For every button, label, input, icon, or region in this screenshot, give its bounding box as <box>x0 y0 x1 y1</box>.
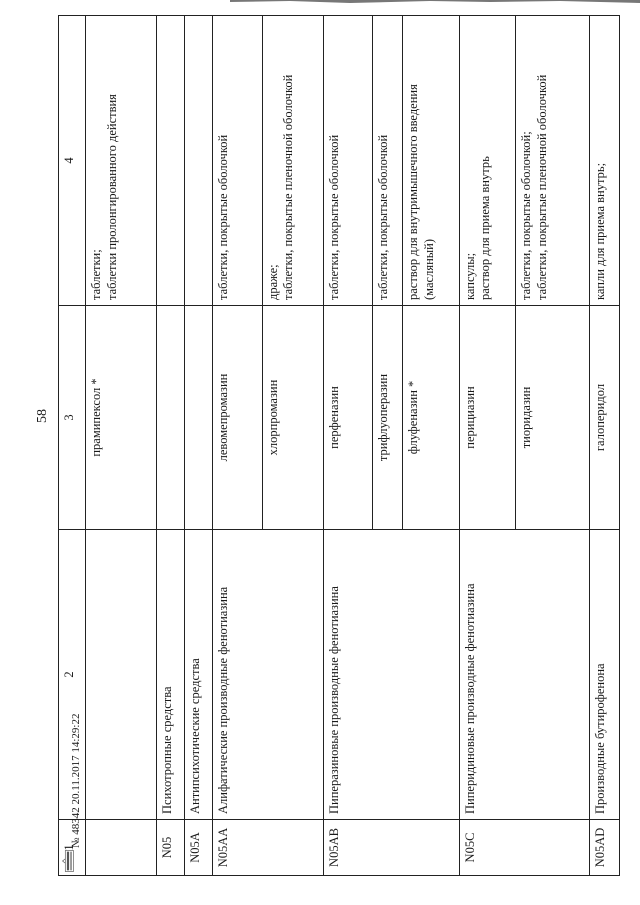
dosage-form-cell: таблетки, покрытые оболочкой <box>373 16 403 306</box>
group-cell: Производные бутирофенона <box>590 530 620 820</box>
dosage-form-cell: раствор для внутримышечного введения (масляный) <box>403 16 460 306</box>
page-number: 58 <box>35 409 50 423</box>
substance-cell: тиоридазин <box>516 306 590 530</box>
substance-cell: перфеназин <box>324 306 373 530</box>
group-cell: Антипсихотические средства <box>185 530 213 820</box>
scan-edge-artifact <box>230 0 640 8</box>
document-stamp-text: № 48342 20.11.2017 14:29:22 <box>70 713 82 848</box>
group-cell: Пиперидиновые производные фенотиазина <box>459 530 590 820</box>
rotated-table-container <box>58 16 620 876</box>
table-row <box>324 16 373 876</box>
group-cell: Алифатические производные фенотиазина <box>213 530 324 820</box>
dosage-form-cell: капсулы; раствор для приема внутрь <box>459 16 516 306</box>
dosage-form-cell: таблетки, покрытые оболочкой; таблетки, покрытые пленочной оболочкой <box>516 16 590 306</box>
substance-cell: флуфеназин * <box>403 306 460 530</box>
table-row <box>86 16 157 876</box>
substance-cell: трифлуоперазин <box>373 306 403 530</box>
group-cell: Пиперазиновые производные фенотиазина <box>324 530 460 820</box>
substance-cell: левомепромазин <box>213 306 262 530</box>
table-row <box>590 16 620 876</box>
dosage-form-cell: таблетки, покрытые оболочкой <box>324 16 373 306</box>
substance-cell: хлорпромазин <box>262 306 324 530</box>
atc-code-cell: N05A <box>185 820 213 876</box>
atc-code-cell: N05 <box>157 820 185 876</box>
dosage-form-cell <box>185 16 213 306</box>
atc-code-cell: N05C <box>459 820 590 876</box>
table-row <box>213 16 262 876</box>
table-row <box>185 16 213 876</box>
atc-code-cell <box>86 820 157 876</box>
atc-code-cell: N05AA <box>213 820 324 876</box>
dosage-form-cell: таблетки, покрытые оболочкой <box>213 16 262 306</box>
group-cell: Психотропные средства <box>157 530 185 820</box>
header-col-3: 3 <box>59 306 86 530</box>
dosage-form-cell: драже; таблетки, покрытые пленочной оболочкой <box>262 16 324 306</box>
dosage-form-cell: капли для приема внутрь; <box>590 16 620 306</box>
dosage-form-cell: таблетки; таблетки пролонгированного действия <box>86 16 157 306</box>
drug-table <box>58 15 620 876</box>
atc-code-cell: N05AB <box>324 820 460 876</box>
substance-cell: прамипексол * <box>86 306 157 530</box>
dosage-form-cell <box>157 16 185 306</box>
table-row <box>157 16 185 876</box>
registration-stamp-icon <box>48 850 88 872</box>
header-col-4: 4 <box>59 16 86 306</box>
header-col-2: 2 <box>59 530 86 820</box>
substance-cell <box>157 306 185 530</box>
table-row <box>459 16 516 876</box>
header-col-1: 1 <box>59 820 86 876</box>
atc-code-cell: N05AD <box>590 820 620 876</box>
substance-cell: перициазин <box>459 306 516 530</box>
group-cell <box>86 530 157 820</box>
substance-cell: галоперидол <box>590 306 620 530</box>
substance-cell <box>185 306 213 530</box>
